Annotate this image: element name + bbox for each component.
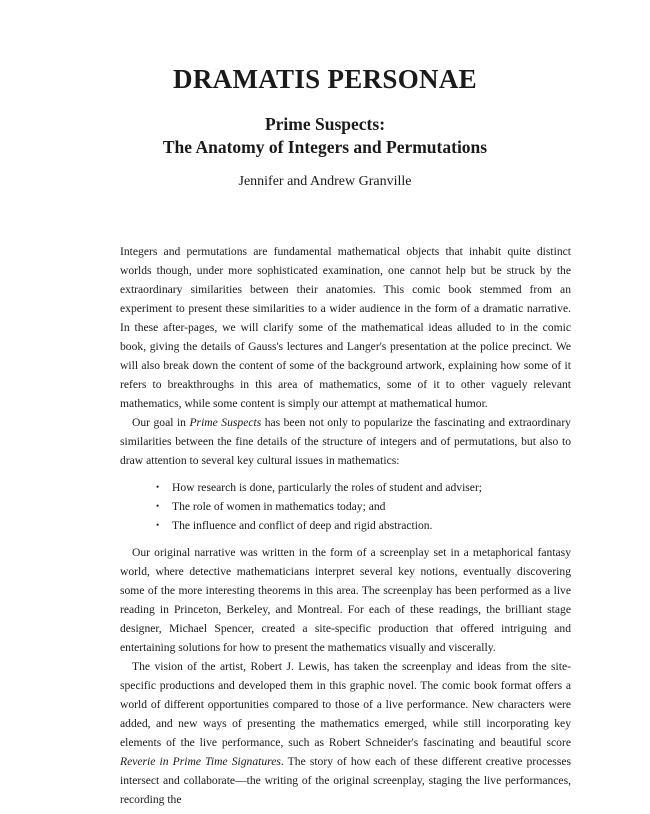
bullet-icon: • xyxy=(156,482,160,492)
paragraph-1: Integers and permutations are fundamental mathematical objects that inhabit quite distinct worlds though, under more sophisticated examination, one cannot help but be struck by the extraordinary similarities between their anatomies. This comic book stemmed from an experiment to present these similarities to a wider audience in the form of a dramatic narrative. In these after-pages, we will clarify some of the mathematical ideas alluded to in the comic book, giving the details of Gauss's lectures and Langer's presentation at the police precinct. We will also break down the content of some of the background artwork, explaining how some of it refers to breakthroughs in this area of mathematics, some of it to other vaguely relevant mathematics, while some content is simply our attempt at mathematical humor. xyxy=(120,245,571,410)
paragraph-2 xyxy=(120,413,571,470)
list-item-text: The influence and conflict of deep and rigid abstraction. xyxy=(172,519,433,532)
paragraph-4-text-b: . The story of how each of these different creative processes intersect and collaborate—the writing of the original screenplay, staging the live performances, recording the xyxy=(120,755,571,806)
paragraph-2-text-a: Our goal in xyxy=(132,416,190,429)
score-title-italic: Reverie in Prime Time Signatures xyxy=(120,755,281,768)
list-item-text: How research is done, particularly the roles of student and adviser; xyxy=(172,481,483,494)
list-item xyxy=(156,478,571,497)
paragraph-4 xyxy=(120,657,571,809)
paragraph-4-text-a: The vision of the artist, Robert J. Lewis, has taken the screenplay and ideas from the site-specific productions and developed them in this graphic novel. The comic book format offers a world of different opportunities compared to those of a live performance. New characters were added, and new ways of presenting the mathematics emerged, while still incorporating key elements of the live performance, such as Robert Schneider's fascinating and beautiful score xyxy=(120,660,571,749)
list-item xyxy=(156,516,571,535)
page-title: DRAMATIS PERSONAE xyxy=(173,64,477,94)
body-text xyxy=(120,242,571,809)
bullet-icon: • xyxy=(156,501,160,511)
list-item xyxy=(156,497,571,516)
issues-list xyxy=(120,478,571,535)
list-item-text: The role of women in mathematics today; and xyxy=(172,500,386,513)
subtitle-line-1: Prime Suspects: xyxy=(264,114,386,134)
subtitle-line-2: The Anatomy of Integers and Permutations xyxy=(162,137,488,157)
authors: Jennifer and Andrew Granville xyxy=(238,174,412,189)
paragraph-3: Our original narrative was written in the form of a screenplay set in a metaphorical fantasy world, where detective mathematicians interpret several key notions, eventually discovering some of the more interesting theorems in this area. The screenplay has been performed as a live reading in Princeton, Berkeley, and Montreal. For each of these readings, the brilliant stage designer, Michael Spencer, created a site-specific production that offered intriguing and entertaining solutions for how to present the mathematics visually and viscerally. xyxy=(120,546,571,654)
paragraph-2-text-b: has been not only to popularize the fascinating and extraordinary similarities between the fine details of the structure of integers and of permutations, but also to draw attention to several key cultural issues in mathematics: xyxy=(120,416,571,467)
book-title-italic: Prime Suspects xyxy=(189,416,262,429)
bullet-icon: • xyxy=(156,520,160,530)
